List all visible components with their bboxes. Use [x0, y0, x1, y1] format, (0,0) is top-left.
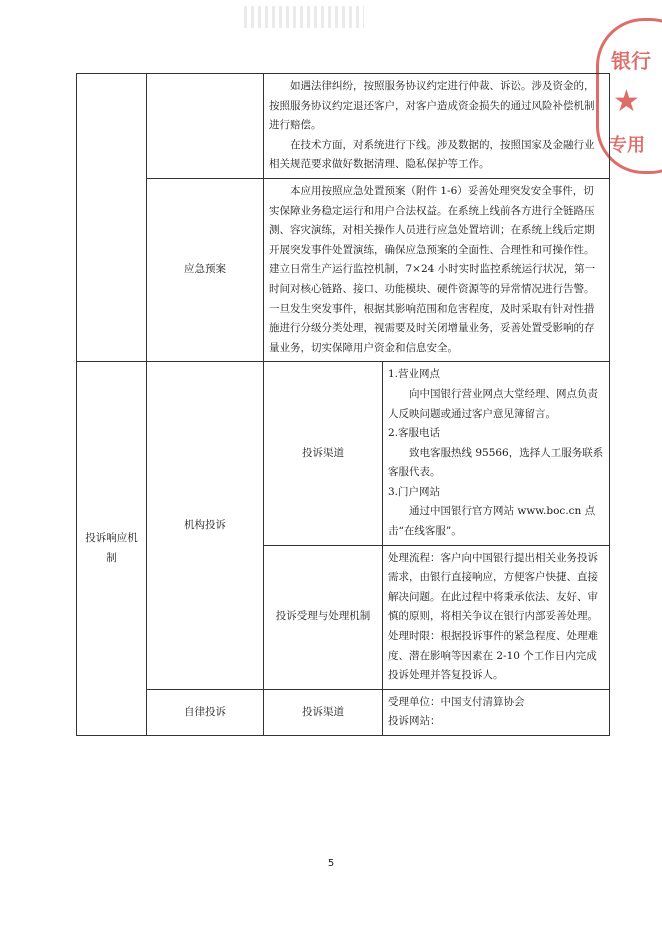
faint-header-text: [244, 6, 364, 28]
document-table: [76, 73, 610, 736]
channel-title: 1.营业网点: [388, 368, 441, 381]
table-row: [77, 362, 610, 545]
emergency-content-cell: [264, 178, 610, 361]
tech-paragraph: 在技术方面，对系统进行下线。涉及数据的，按照国家及金融行业相关规范要求做好数据清理、隐私保护等工作。: [269, 138, 595, 171]
self-content-cell: [383, 689, 610, 735]
legal-paragraph: 如遇法律纠纷，按照服务协议约定进行仲裁、诉讼。涉及资金的，按照服务协议约定退还客户，对客户造成资金损失的通过风险补偿机制进行赔偿。: [269, 80, 595, 132]
self-regulatory-label: 自律投诉: [147, 689, 264, 735]
table-row: [77, 74, 610, 179]
complaint-section-label: 投诉响应机制: [77, 362, 147, 736]
institution-complaint-label: 机构投诉: [147, 362, 264, 690]
self-line: 受理单位：中国支付清算协会: [388, 695, 525, 708]
channel-desc: 致电客服热线 95566，选择人工服务联系客服代表。: [388, 446, 604, 479]
section-cell-continued: [77, 74, 147, 362]
channels-label: 投诉渠道: [264, 362, 383, 545]
table-row: [77, 689, 610, 735]
handling-timelimit: 处理时限：根据投诉事件的紧急程度、处理难度、潜在影响等因素在 2-10 个工作日内完成投诉处理并答复投诉人。: [388, 630, 598, 682]
channels-content-cell: [383, 362, 610, 545]
seal-text-top: 银行: [611, 49, 651, 73]
self-line: 投诉网站：: [388, 715, 441, 728]
emergency-label: 应急预案: [147, 178, 264, 361]
label-cell-continued: [147, 74, 264, 179]
handling-label: 投诉受理与处理机制: [264, 545, 383, 689]
handling-content-cell: [383, 545, 610, 689]
page-number: 5: [327, 858, 335, 869]
self-channels-label: 投诉渠道: [264, 689, 383, 735]
seal-star-icon: ★: [613, 84, 640, 119]
channel-title: 2.客服电话: [388, 427, 441, 440]
handling-process: 处理流程：客户向中国银行提出相关业务投诉需求，由银行直接响应，方便客户快捷、直接解决问题。在此过程中将秉承依法、友好、审慎的原则，将相关争议在银行内部妥善处理。: [388, 551, 598, 623]
channel-desc: 向中国银行营业网点大堂经理、网点负责人反映问题或通过客户意见簿留言。: [388, 387, 598, 420]
seal-text-bottom: 专用: [609, 135, 645, 156]
legal-content-cell: [264, 74, 610, 179]
channel-title: 3.门户网站: [388, 485, 441, 498]
emergency-paragraph: 本应用按照应急处置预案（附件 1-6）妥善处理突发安全事件，切实保障业务稳定运行和用户合法权益。在系统上线前各方进行全链路压测、容灾演练，对相关操作人员进行应急处置培训；在系统上线后定期开展突发事件处置演练，确保应急预案的全面性、合理性和可操作性。建立日常生产运行监控机制，7×24 小时实时监控系统运行状况，第一时间对核心链路、接口、功能模块、硬件资源等的异常情况进行告警。一旦发生突发事件，根据其影响范围和危害程度，及时采取有针对性措施进行分级分类处理，视需要及时关闭增量业务，妥善处置受影响的存量业务，切实保障用户资金和信息安全。: [269, 184, 596, 354]
table-row: [77, 178, 610, 361]
channel-desc: 通过中国银行官方网站 www.boc.cn 点击“在线客服”。: [388, 505, 596, 538]
